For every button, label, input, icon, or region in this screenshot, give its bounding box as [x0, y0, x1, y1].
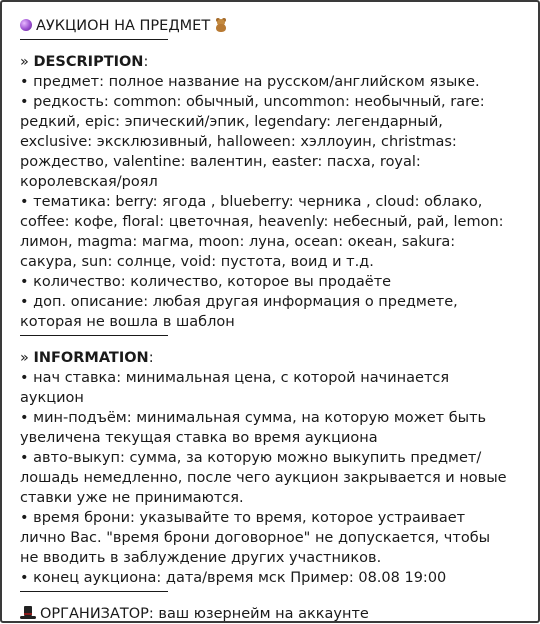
- information-line: • время брони: указывайте то время, которое устраивает: [20, 510, 466, 526]
- description-line: • тематика: berry: ягода , blueberry: черника , cloud: облако,: [20, 194, 483, 210]
- information-line: • авто-выкуп: сумма, за которую можно выкупить предмет/: [20, 450, 482, 466]
- information-heading: INFORMATION: [33, 350, 149, 366]
- description-line: редкий, epic: эпический/эпик, legendary: легендарный,: [20, 114, 443, 130]
- description-line: exclusive: эксклюзивный, halloween: хэллоуин, christmas:: [20, 134, 457, 150]
- crystal-ball-icon: [20, 19, 32, 31]
- information-line: • мин-подъём: минимальная сумма, на которую может быть: [20, 410, 487, 426]
- description-line: которая не вошла в шаблон: [20, 314, 235, 330]
- information-line: • конец аукциона: дата/время мск Пример: 08.08 19:00: [20, 570, 447, 586]
- description-line: • редкость: common: обычный, uncommon: необычный, rare:: [20, 94, 485, 110]
- information-line: аукцион: [20, 390, 84, 406]
- description-line: сакура, sun: солнце, void: пустота, воид и т.д.: [20, 254, 374, 270]
- organizer-text: ОРГАНИЗАТОР: ваш юзернейм на аккаунте: [40, 606, 369, 622]
- information-line: не вводить в заблуждение других участников.: [20, 550, 382, 566]
- description-line: • предмет: полное название на русском/английском языке.: [20, 74, 480, 90]
- information-line: лично Вас. "время брони договорное" не допускается, чтобы: [20, 530, 491, 546]
- section-prefix: »: [20, 54, 34, 70]
- section-suffix: :: [148, 350, 154, 366]
- information-heading-line: [20, 348, 526, 368]
- message-content: [20, 16, 526, 624]
- description-line: • доп. описание: любая другая информация о предмете,: [20, 294, 458, 310]
- description-line: королевская/роял: [20, 174, 158, 190]
- description-list: [20, 72, 526, 332]
- description-line: лимон, magma: магма, moon: луна, ocean: океан, sakura:: [20, 234, 456, 250]
- information-line: • нач ставка: минимальная цена, с которой начинается: [20, 370, 450, 386]
- description-line: рождество, valentine: валентин, easter: пасха, royal:: [20, 154, 421, 170]
- description-heading-line: [20, 52, 526, 72]
- description-line: coffee: кофе, floral: цветочная, heavenly: небесный, рай, lemon:: [20, 214, 504, 230]
- separator-line: [20, 335, 168, 336]
- teddy-bear-icon: [214, 18, 228, 32]
- separator-line: [20, 591, 168, 592]
- page-title: АУКЦИОН НА ПРЕДМЕТ: [36, 18, 211, 34]
- information-line: увеличена текущая ставка во время аукциона: [20, 430, 378, 446]
- separator-line: [20, 39, 168, 40]
- organizer-line: [20, 604, 526, 624]
- section-suffix: :: [143, 54, 149, 70]
- section-prefix: »: [20, 350, 34, 366]
- title-line: [20, 16, 526, 36]
- description-line: • количество: количество, которое вы продаёте: [20, 274, 392, 290]
- information-line: ставки уже не принимаются.: [20, 490, 244, 506]
- information-list: [20, 368, 526, 588]
- description-heading: DESCRIPTION: [33, 54, 144, 70]
- information-line: лошадь немедленно, после чего аукцион закрывается и новые: [20, 470, 507, 486]
- top-hat-icon: [20, 606, 36, 620]
